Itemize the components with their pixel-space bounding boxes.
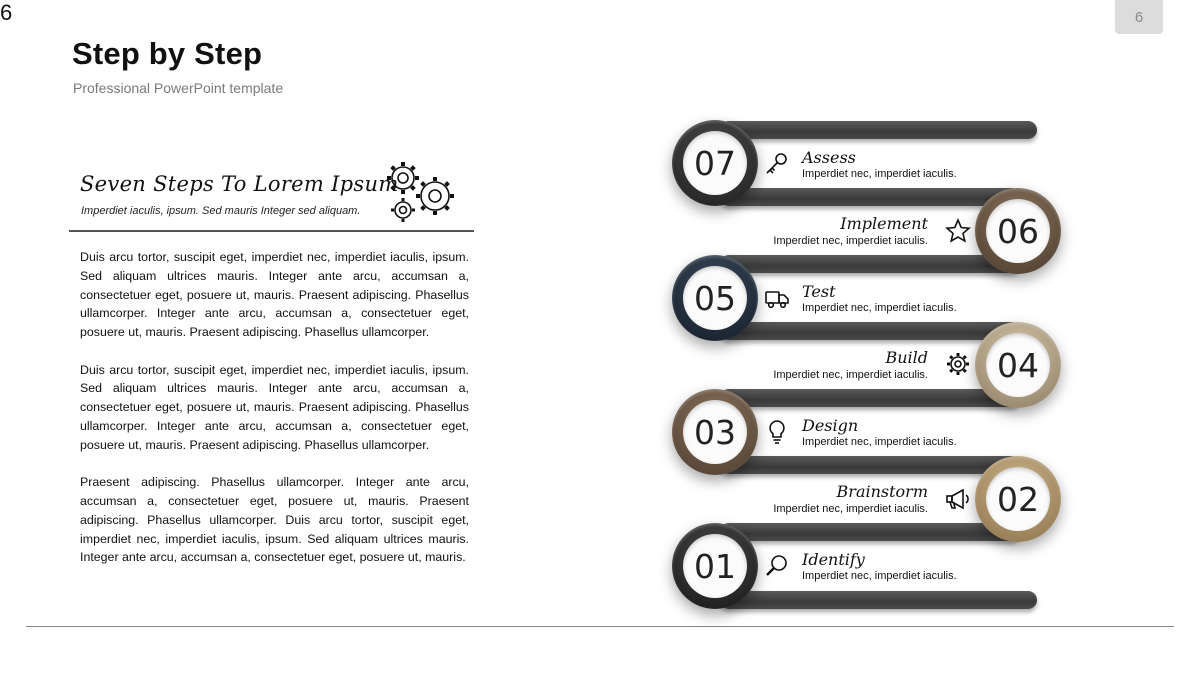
step-number: 06 — [986, 199, 1050, 263]
step-05-ring — [672, 255, 758, 341]
step-title: Design — [802, 416, 859, 435]
step-description: Imperdiet nec, imperdiet iaculis. — [773, 369, 928, 381]
step-06-ring — [975, 188, 1061, 274]
step-02-ring — [975, 456, 1061, 542]
step-bar — [720, 322, 1020, 340]
star-icon — [945, 218, 971, 244]
step-description: Imperdiet nec, imperdiet iaculis. — [802, 570, 957, 582]
lightbulb-icon — [764, 419, 790, 445]
left-heading: Seven Steps To Lorem Ipsum — [80, 172, 399, 196]
step-bar — [720, 188, 1020, 206]
step-title: Build — [885, 348, 928, 367]
step-description: Imperdiet nec, imperdiet iaculis. — [802, 302, 957, 314]
step-bar — [720, 456, 1020, 474]
paragraph: Praesent adipiscing. Phasellus ullamcorper. Integer ante arcu, accumsan a, consectetuer eget, posuere ut, mauris. Praesent adipiscing. Phasellus ullamcorper. Duis arcu tortor, suscipit eget, imperdiet nec, imperdiet iaculis, ipsum. Sed aliquam ultrices mauris. Integer ante arcu, accumsan a, consectetuer eget, posuere ut, mauris. — [80, 475, 469, 565]
step-number: 05 — [683, 266, 747, 330]
step-title: Implement — [840, 214, 928, 233]
page-title: Step by Step — [72, 36, 263, 71]
step-bar — [720, 523, 1020, 541]
step-number: 02 — [986, 467, 1050, 531]
step-03-ring — [672, 389, 758, 475]
step-title: Identify — [802, 550, 865, 569]
step-number: 03 — [683, 400, 747, 464]
page-subtitle: Professional PowerPoint template — [73, 80, 284, 96]
paragraph: Duis arcu tortor, suscipit eget, imperdiet nec, imperdiet iaculis, ipsum. Sed aliquam ultrices mauris. Integer ante arcu, accumsan a, consectetuer eget, posuere ut, mauris. Praesent adipiscing. Phasellus ullamcorper. Integer ante arcu, accumsan a, consectetuer eget, posuere ut, mauris. Praesent adipiscing. Phasellus ullamcorper. — [80, 250, 469, 340]
page-number-badge: 6 — [1115, 0, 1163, 34]
step-number: 07 — [683, 131, 747, 195]
truck-icon — [764, 285, 790, 311]
step-number: 01 — [683, 534, 747, 598]
paragraph: Duis arcu tortor, suscipit eget, imperdiet nec, imperdiet iaculis, ipsum. Sed aliquam ultrices mauris. Integer ante arcu, accumsan a, consectetuer eget, posuere ut, mauris. Praesent adipiscing. Phasellus ullamcorper. Integer ante arcu, accumsan a, consectetuer eget, posuere ut, mauris. Praesent adipiscing. Phasellus ullamcorper. — [80, 362, 469, 452]
left-subheading: Imperdiet iaculis, ipsum. Sed mauris Integer sed aliquam. — [81, 205, 361, 217]
magnifier-icon — [764, 553, 790, 579]
key-icon — [764, 151, 790, 177]
step-01-ring — [672, 523, 758, 609]
gear-icon — [945, 351, 971, 377]
step-description: Imperdiet nec, imperdiet iaculis. — [773, 503, 928, 515]
megaphone-icon — [945, 486, 971, 512]
step-bar — [720, 255, 1020, 273]
step-04-ring — [975, 322, 1061, 408]
step-description: Imperdiet nec, imperdiet iaculis. — [802, 168, 957, 180]
step-description: Imperdiet nec, imperdiet iaculis. — [802, 436, 957, 448]
step-number: 04 — [986, 333, 1050, 397]
step-bar — [720, 591, 1037, 609]
step-bar — [720, 389, 1020, 407]
step-bar — [720, 121, 1037, 139]
step-07-ring — [672, 120, 758, 206]
slide-corner-number: 6 — [0, 0, 13, 25]
step-title: Assess — [802, 148, 856, 167]
step-description: Imperdiet nec, imperdiet iaculis. — [773, 235, 928, 247]
step-title: Test — [802, 282, 836, 301]
step-title: Brainstorm — [836, 482, 928, 501]
